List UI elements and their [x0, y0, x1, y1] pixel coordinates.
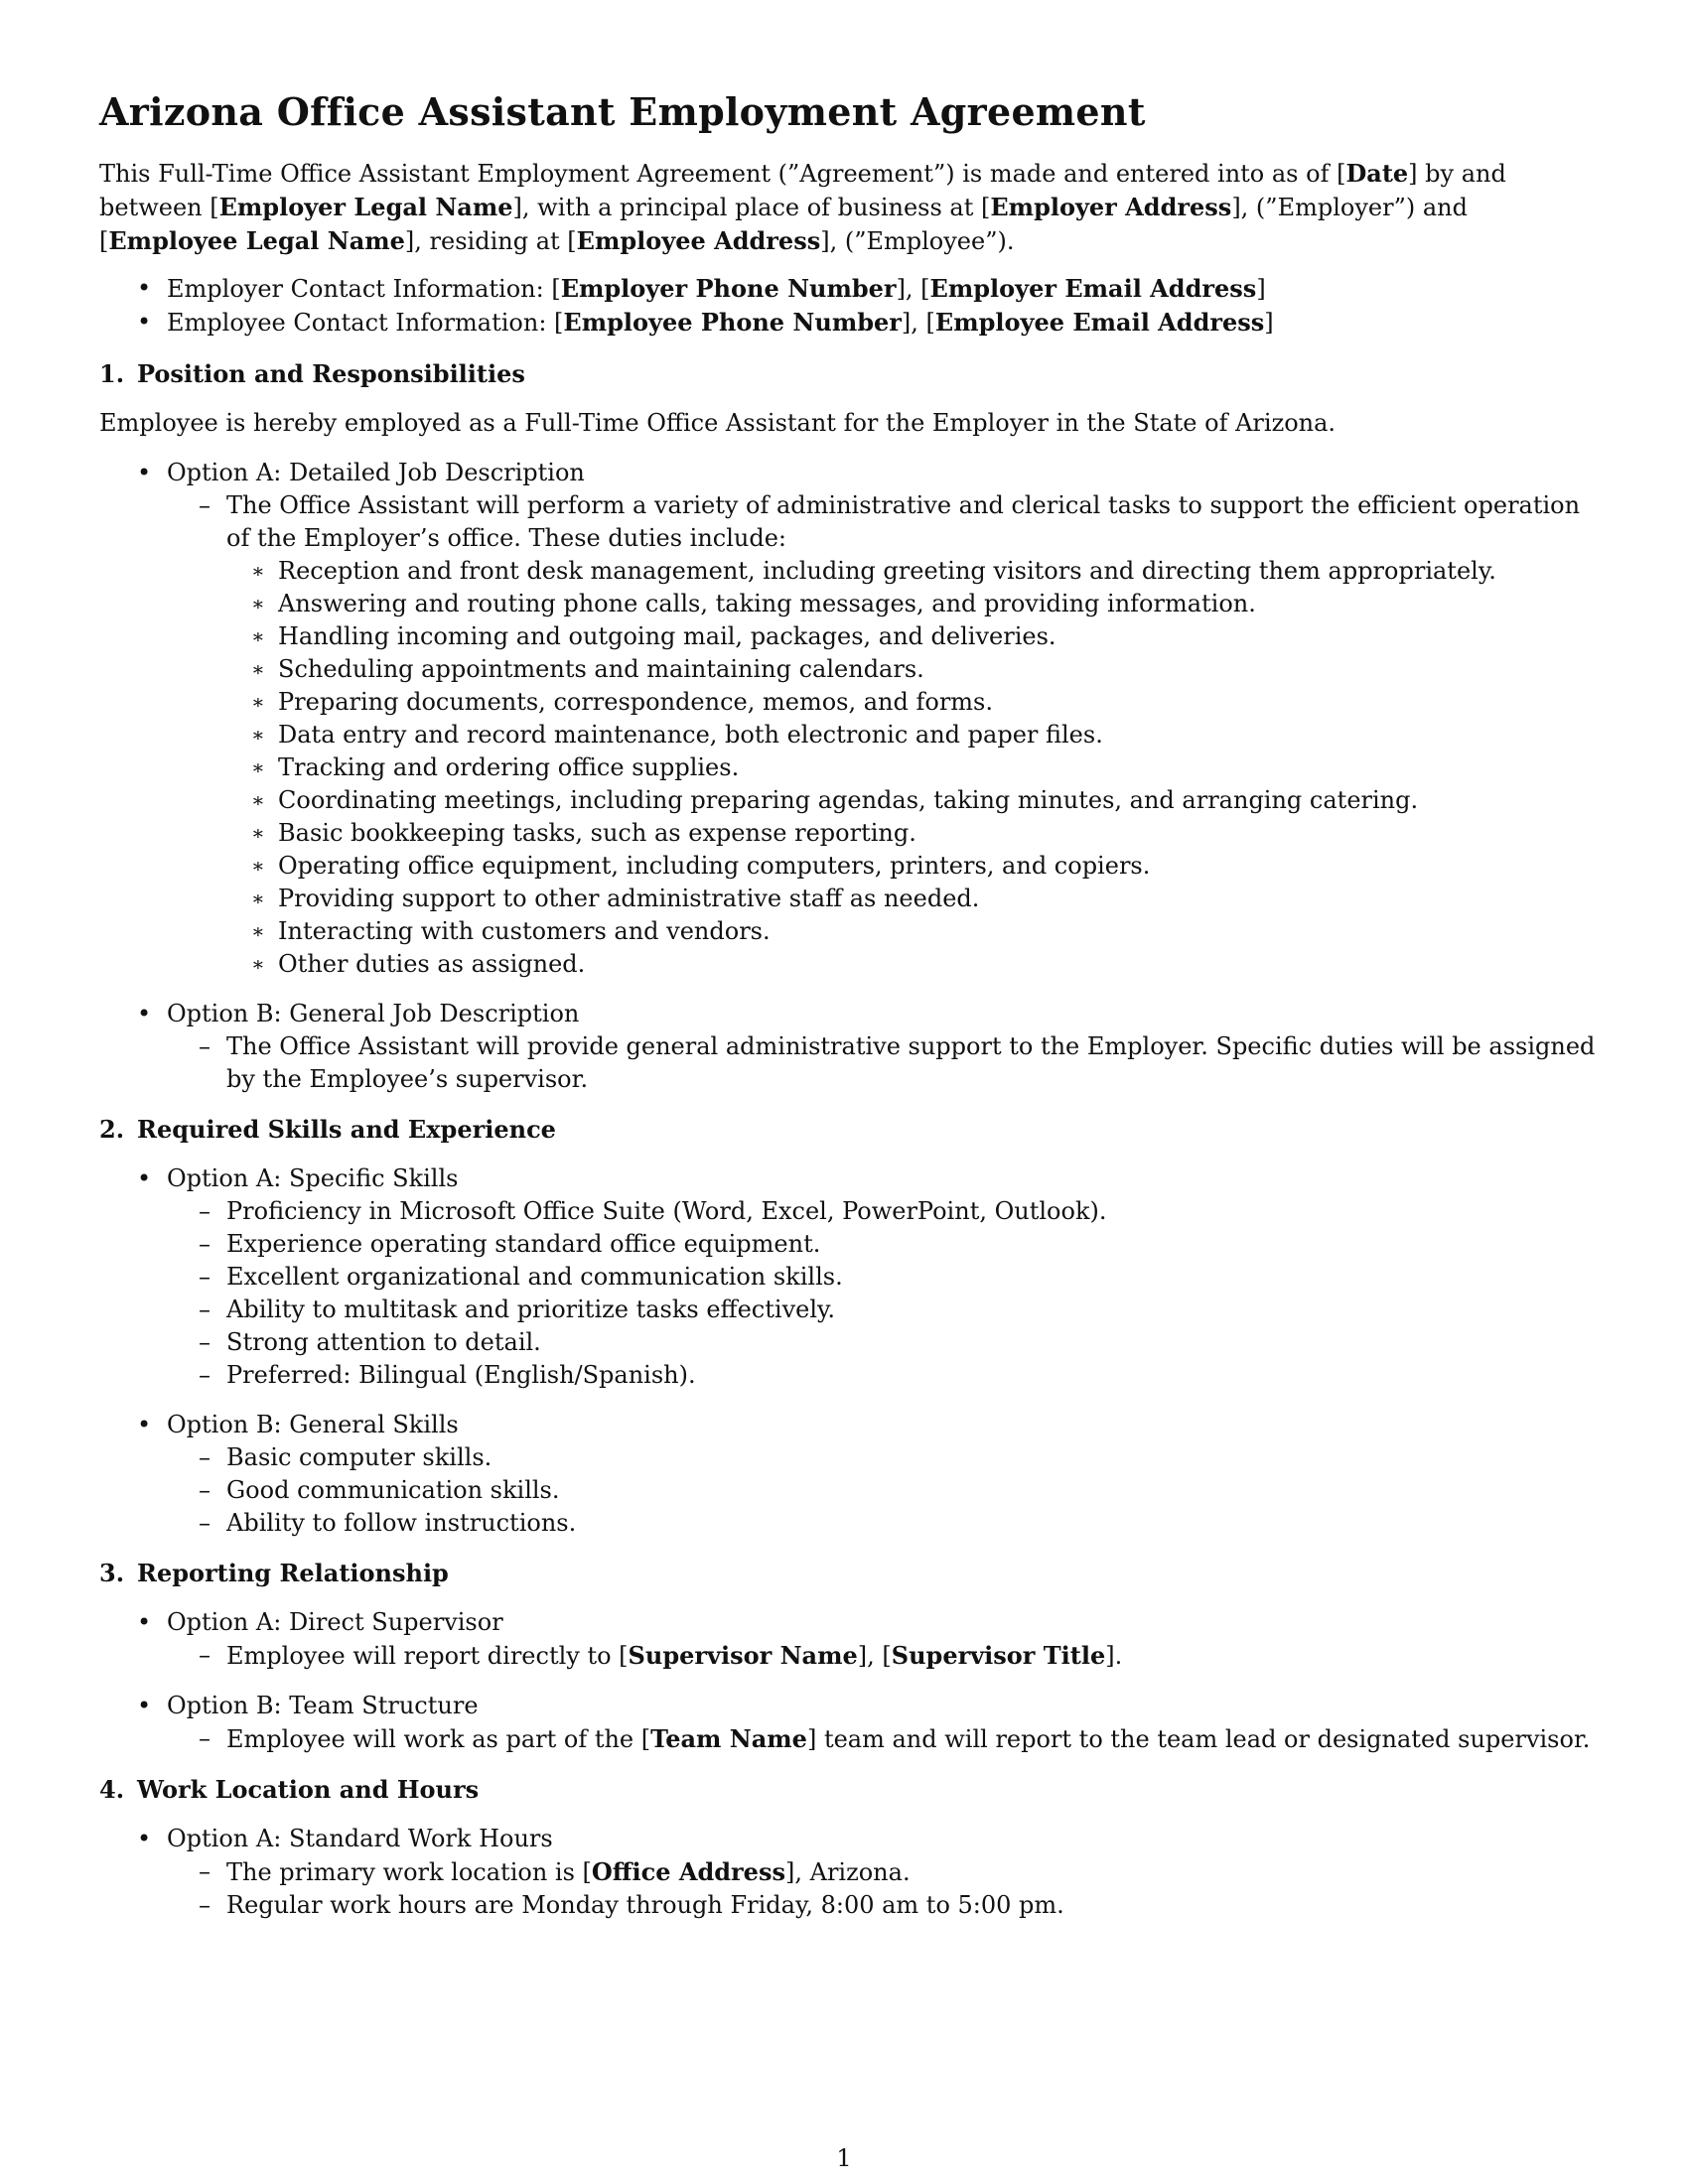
skills-option-a-list: [99, 1195, 1599, 1392]
team-line: – Employee will work as part of the [Team Name] team and will report to the team lead or designated supervisor.: [99, 1722, 1599, 1756]
section-heading-skills: 2. Required Skills and Experience: [99, 1115, 556, 1144]
option-a-description: – The Office Assistant will perform a variety of administrative and clerical tasks to support the efficient operation of the Employer’s office. These duties include:: [99, 489, 1599, 555]
reporting-option-a: [99, 1606, 1599, 1639]
location-option-a: [99, 1823, 1599, 1855]
section-heading-position: 1. Position and Responsibilities: [99, 359, 525, 388]
reporting-option-a-details: [99, 1639, 1599, 1673]
position-options: [99, 457, 1599, 489]
section-heading-location: 4. Work Location and Hours: [99, 1775, 480, 1804]
date-placeholder: Date: [1345, 159, 1409, 188]
skills-option-b-label: • Option B: General Skills: [99, 1409, 1599, 1441]
intro-paragraph: This Full-Time Office Assistant Employment Agreement (”Agreement”) is made and entered into as of [Date] by and between [Employer Legal Name], with a principal place of business at [Employer Address], (”Employer”) and [Employee Legal Name], residing at [Employee Address], (”Employee”).: [99, 159, 1506, 255]
skill-item: – Preferred: Bilingual (English/Spanish).: [99, 1359, 1599, 1392]
skill-item: – Experience operating standard office equipment.: [99, 1228, 1599, 1261]
reporting-option-a-label: • Option A: Direct Supervisor: [99, 1606, 1599, 1639]
reporting-option-b-details: [99, 1722, 1599, 1756]
duty-item: ∗ Reception and front desk management, including greeting visitors and directing them appropriately.: [99, 555, 1599, 588]
employee-name-placeholder: Employee Legal Name: [108, 226, 405, 255]
document-title: Arizona Office Assistant Employment Agreement: [99, 89, 1146, 134]
position-option-b-label: • Option B: General Job Description: [99, 998, 1599, 1030]
work-location-line: – The primary work location is [Office Address], Arizona.: [99, 1855, 1599, 1889]
employee-email-placeholder: Employee Email Address: [934, 308, 1265, 337]
duty-item: ∗ Scheduling appointments and maintaining calendars.: [99, 653, 1599, 686]
position-option-a: • Option A: Detailed Job Description: [99, 457, 1599, 489]
employee-contact-item: • Employee Contact Information: [Employee Phone Number], [Employee Email Address]: [99, 306, 1599, 340]
employer-name-placeholder: Employer Legal Name: [218, 193, 513, 221]
position-option-b-details: [99, 1030, 1599, 1096]
duty-item: ∗ Preparing documents, correspondence, memos, and forms.: [99, 686, 1599, 719]
position-option-a-details: [99, 489, 1599, 981]
duty-item: ∗ Data entry and record maintenance, both electronic and paper files.: [99, 719, 1599, 751]
employee-address-placeholder: Employee Address: [576, 226, 821, 255]
skill-item: – Basic computer skills.: [99, 1441, 1599, 1474]
duty-item: ∗ Answering and routing phone calls, taking messages, and providing information.: [99, 588, 1599, 620]
supervisor-name-placeholder: Supervisor Name: [628, 1641, 858, 1670]
location-option-a-label: • Option A: Standard Work Hours: [99, 1823, 1599, 1855]
position-option-b: [99, 998, 1599, 1030]
duty-item: ∗ Other duties as assigned.: [99, 948, 1599, 981]
skills-option-b: [99, 1409, 1599, 1441]
skills-option-a-label: • Option A: Specific Skills: [99, 1162, 1599, 1195]
skill-item: – Strong attention to detail.: [99, 1326, 1599, 1359]
skill-item: – Good communication skills.: [99, 1474, 1599, 1507]
reporting-option-b: [99, 1690, 1599, 1722]
skills-option-a: [99, 1162, 1599, 1195]
skill-item: – Ability to multitask and prioritize tasks effectively.: [99, 1294, 1599, 1326]
duty-item: ∗ Handling incoming and outgoing mail, packages, and deliveries.: [99, 620, 1599, 653]
duty-item: ∗ Tracking and ordering office supplies.: [99, 751, 1599, 784]
employer-email-placeholder: Employer Email Address: [929, 274, 1257, 303]
employer-contact-item: • Employer Contact Information: [Employer Phone Number], [Employer Email Address]: [99, 272, 1599, 306]
duty-item: ∗ Basic bookkeeping tasks, such as expense reporting.: [99, 817, 1599, 850]
position-paragraph: Employee is hereby employed as a Full-Time Office Assistant for the Employer in the State of Arizona.: [99, 409, 1336, 437]
duty-item: ∗ Providing support to other administrative staff as needed.: [99, 883, 1599, 915]
reporting-option-b-label: • Option B: Team Structure: [99, 1690, 1599, 1722]
employer-address-placeholder: Employer Address: [990, 193, 1232, 221]
work-hours-line: – Regular work hours are Monday through Friday, 8:00 am to 5:00 pm.: [99, 1889, 1599, 1922]
skill-item: – Excellent organizational and communication skills.: [99, 1261, 1599, 1294]
document-body: [99, 87, 1599, 1922]
supervisor-title-placeholder: Supervisor Title: [891, 1641, 1106, 1670]
employee-phone-placeholder: Employee Phone Number: [563, 308, 902, 337]
skill-item: – Proficiency in Microsoft Office Suite (Word, Excel, PowerPoint, Outlook).: [99, 1195, 1599, 1228]
contact-list: [99, 272, 1599, 340]
skill-item: – Ability to follow instructions.: [99, 1507, 1599, 1540]
skills-option-b-list: [99, 1441, 1599, 1540]
section-heading-reporting: 3. Reporting Relationship: [99, 1559, 449, 1587]
option-b-description: – The Office Assistant will provide general administrative support to the Employer. Specific duties will be assigned by the Employee’s supervisor.: [99, 1030, 1599, 1096]
location-option-a-details: [99, 1855, 1599, 1922]
duty-item: ∗ Coordinating meetings, including preparing agendas, taking minutes, and arranging catering.: [99, 784, 1599, 817]
employer-phone-placeholder: Employer Phone Number: [560, 274, 897, 303]
office-address-placeholder: Office Address: [591, 1857, 785, 1886]
team-name-placeholder: Team Name: [650, 1724, 807, 1753]
duty-item: ∗ Operating office equipment, including computers, printers, and copiers.: [99, 850, 1599, 883]
page-number: 1: [836, 2144, 852, 2172]
duty-item: ∗ Interacting with customers and vendors.: [99, 915, 1599, 948]
supervisor-line: – Employee will report directly to [Supervisor Name], [Supervisor Title].: [99, 1639, 1599, 1673]
